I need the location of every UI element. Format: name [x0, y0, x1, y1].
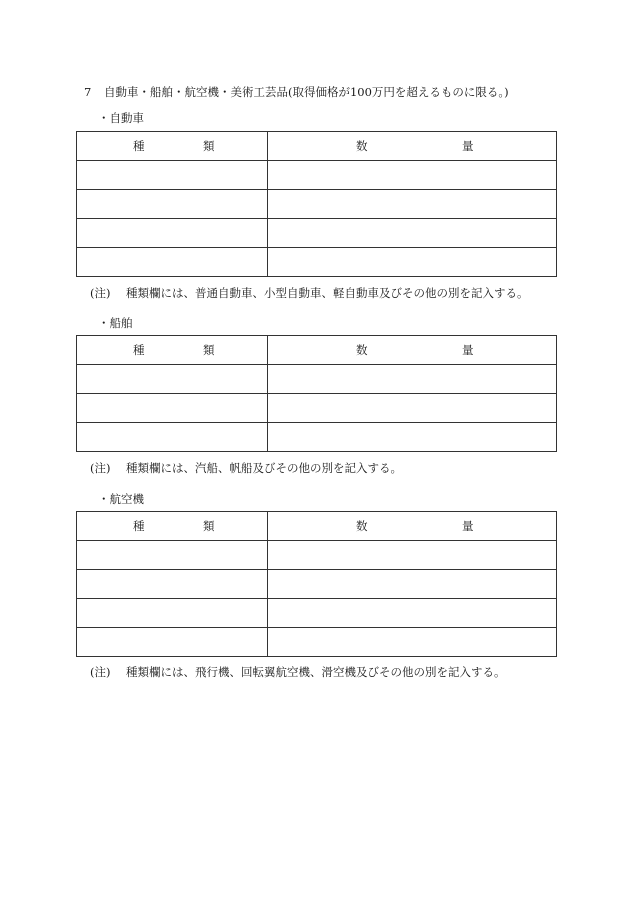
- quantity-cell[interactable]: [268, 423, 557, 452]
- quantity-cell[interactable]: [268, 161, 557, 190]
- section-title: 自動車・船舶・航空機・美術工芸品(取得価格が100万円を超えるものに限る。): [104, 85, 509, 99]
- kind-cell[interactable]: [77, 219, 268, 248]
- table-header-row: [77, 512, 557, 541]
- note-tag: (注): [90, 461, 111, 475]
- table-row: [77, 628, 557, 657]
- quantity-cell[interactable]: [268, 628, 557, 657]
- kind-header: [77, 336, 268, 365]
- quantity-cell[interactable]: [268, 219, 557, 248]
- table-row: [77, 394, 557, 423]
- kind-header-char-2: 類: [203, 343, 215, 357]
- quantity-header-char-2: 量: [462, 139, 474, 153]
- quantity-header-char-2: 量: [462, 519, 474, 533]
- kind-cell[interactable]: [77, 161, 268, 190]
- kind-header: [77, 132, 268, 161]
- kind-cell[interactable]: [77, 248, 268, 277]
- note-text: 種類欄には、普通自動車、小型自動車、軽自動車及びその他の別を記入する。: [126, 286, 529, 300]
- note-tag: (注): [90, 665, 111, 679]
- aircraft-table: [76, 511, 557, 657]
- table-row: [77, 570, 557, 599]
- table-header-row: [77, 132, 557, 161]
- quantity-cell[interactable]: [268, 394, 557, 423]
- table-row: [77, 599, 557, 628]
- table-row: [77, 541, 557, 570]
- table-row: [77, 190, 557, 219]
- quantity-cell[interactable]: [268, 365, 557, 394]
- quantity-header-char-1: 数: [356, 139, 368, 153]
- quantity-header-char-1: 数: [356, 343, 368, 357]
- note-ship: [90, 460, 402, 476]
- subsection-title-car: ・自動車: [98, 111, 144, 125]
- kind-cell[interactable]: [77, 423, 268, 452]
- note-car: [90, 285, 529, 301]
- kind-header-char-1: 種: [133, 519, 145, 533]
- kind-header-char-1: 種: [133, 343, 145, 357]
- kind-header-char-1: 種: [133, 139, 145, 153]
- table-row: [77, 423, 557, 452]
- subsection-title-ship: ・船舶: [98, 316, 133, 330]
- kind-header-char-2: 類: [203, 139, 215, 153]
- kind-header-char-2: 類: [203, 519, 215, 533]
- quantity-header: [268, 132, 557, 161]
- table-header-row: [77, 336, 557, 365]
- table-row: [77, 161, 557, 190]
- kind-cell[interactable]: [77, 394, 268, 423]
- ship-table: [76, 335, 557, 452]
- quantity-cell[interactable]: [268, 570, 557, 599]
- quantity-cell[interactable]: [268, 248, 557, 277]
- table-row: [77, 248, 557, 277]
- quantity-header: [268, 336, 557, 365]
- table-row: [77, 219, 557, 248]
- kind-cell[interactable]: [77, 541, 268, 570]
- kind-cell[interactable]: [77, 599, 268, 628]
- section-heading: [84, 84, 509, 100]
- quantity-cell[interactable]: [268, 190, 557, 219]
- kind-cell[interactable]: [77, 570, 268, 599]
- car-table: [76, 131, 557, 277]
- kind-cell[interactable]: [77, 628, 268, 657]
- quantity-header: [268, 512, 557, 541]
- section-number: 7: [84, 85, 92, 99]
- table-row: [77, 365, 557, 394]
- kind-cell[interactable]: [77, 365, 268, 394]
- note-text: 種類欄には、汽船、帆船及びその他の別を記入する。: [126, 461, 402, 475]
- subsection-title-aircraft: ・航空機: [98, 492, 144, 506]
- quantity-header-char-2: 量: [462, 343, 474, 357]
- note-aircraft: [90, 664, 506, 680]
- note-tag: (注): [90, 286, 111, 300]
- quantity-cell[interactable]: [268, 599, 557, 628]
- kind-header: [77, 512, 268, 541]
- quantity-cell[interactable]: [268, 541, 557, 570]
- kind-cell[interactable]: [77, 190, 268, 219]
- quantity-header-char-1: 数: [356, 519, 368, 533]
- note-text: 種類欄には、飛行機、回転翼航空機、滑空機及びその他の別を記入する。: [126, 665, 506, 679]
